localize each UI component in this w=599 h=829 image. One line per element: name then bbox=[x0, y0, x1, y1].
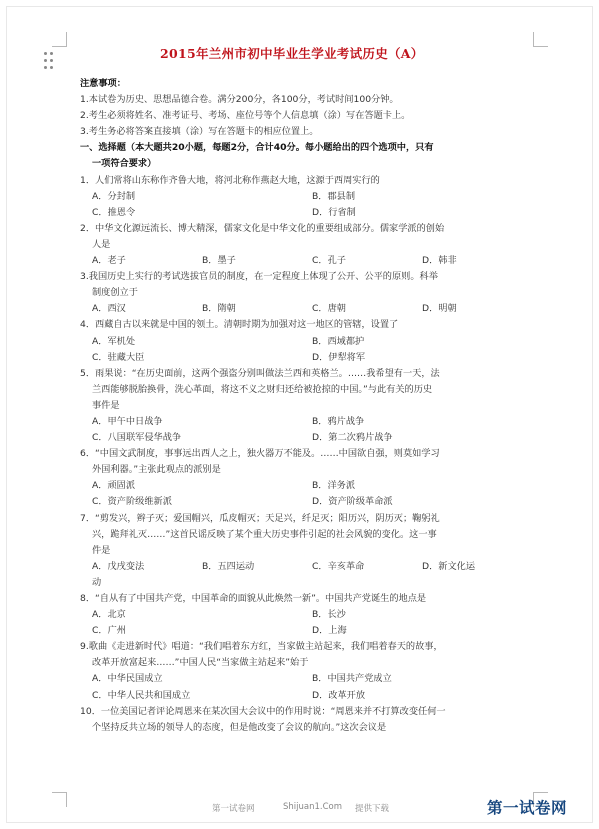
notice-item: 3.考生务必将答案直接填（涂）写在答题卡的相应位置上。 bbox=[80, 126, 319, 138]
answer-option: D．上海 bbox=[312, 625, 347, 637]
question-stem-cont: 人是 bbox=[92, 238, 111, 250]
question-stem-cont: 件是 bbox=[92, 544, 111, 556]
answer-option: B．墨子 bbox=[202, 255, 236, 267]
drag-handle-icon[interactable] bbox=[44, 52, 56, 72]
question-stem-cont: 外国利器。”主张此观点的派别是 bbox=[92, 464, 221, 476]
answer-option: D．行省制 bbox=[312, 206, 356, 218]
answer-option: C．驻藏大臣 bbox=[92, 351, 145, 363]
answer-option: A．军机处 bbox=[92, 335, 136, 347]
options-row bbox=[80, 623, 532, 639]
answer-option: B．洋务派 bbox=[312, 480, 356, 492]
notice-item: 1.本试卷为历史、思想品德合卷。满分200分，各100分，考试时间100分钟。 bbox=[80, 94, 399, 106]
answer-option: C．唐朝 bbox=[312, 303, 346, 315]
question-stem-cont: 制度创立于 bbox=[92, 287, 138, 299]
footer-site-name: 第一试卷网 bbox=[212, 804, 255, 814]
question-stem: 9.歌曲《走进新时代》唱道：“我们唱着东方红，当家做主站起来，我们唱着春天的故事， bbox=[80, 641, 443, 653]
question-stem: 7．“剪发兴，辫子灭；爱国帽兴，瓜皮帽灭；天足兴，纤足灭；阳历兴，阴历灭；鞠躬礼 bbox=[80, 512, 440, 524]
answer-option: B．隋朝 bbox=[202, 303, 236, 315]
footer-site-domain: Shijuan1.Com bbox=[283, 802, 343, 812]
question-stem: 6．“中国文武制度，事事远出西人之上，独火器万不能及。……中国欲自强，则莫如学习 bbox=[80, 448, 440, 460]
question-stem: 1．人们常将山东称作齐鲁大地，将河北称作燕赵大地，这源于西周实行的 bbox=[80, 174, 380, 186]
answer-option: A．中华民国成立 bbox=[92, 673, 163, 685]
question-stem: 8．“自从有了中国共产党，中国革命的面貌从此焕然一新”。中国共产党诞生的地点是 bbox=[80, 593, 427, 604]
question-stem-cont: 兴，跪拜礼灭……”这首民谣反映了某个重大历史事件引起的社会风貌的变化。这一事 bbox=[92, 528, 437, 540]
answer-option: B．鸦片战争 bbox=[312, 415, 365, 427]
question-stem-cont: 个坚持反共立场的领导人的态度，但是他改变了会议的航向。”这次会议是 bbox=[92, 721, 387, 733]
answer-option: D．资产阶级革命派 bbox=[312, 496, 393, 508]
question-stem-cont: 改革开放富起来……”中国人民“当家做主站起来”始于 bbox=[92, 657, 309, 669]
options-row bbox=[80, 350, 532, 366]
answer-option: C．资产阶级维新派 bbox=[92, 496, 172, 508]
options-row bbox=[80, 205, 532, 221]
options-row bbox=[80, 607, 532, 623]
options-row bbox=[80, 189, 532, 205]
answer-option: A．西汉 bbox=[92, 303, 126, 315]
answer-option: D．新文化运 bbox=[422, 560, 476, 572]
section-heading-cont: 一项符合要求） bbox=[92, 158, 157, 170]
answer-option: B．长沙 bbox=[312, 609, 346, 621]
answer-option: C．广州 bbox=[92, 625, 126, 637]
options-row bbox=[80, 688, 532, 704]
question-stem: 4．西藏自古以来就是中国的领土。清朝时期为加强对这一地区的管辖，设置了 bbox=[80, 319, 399, 331]
document-body bbox=[80, 76, 532, 736]
answer-option: C．辛亥革命 bbox=[312, 560, 365, 572]
answer-option: C．中华人民共和国成立 bbox=[92, 689, 191, 701]
answer-option: C．推恩令 bbox=[92, 206, 136, 218]
question-stem: 5．雨果说：“在历史面前，这两个强盗分别叫做法兰西和英格兰。……我希望有一天，法 bbox=[80, 367, 440, 379]
answer-option: D．韩非 bbox=[422, 255, 457, 267]
answer-option: A．甲午中日战争 bbox=[92, 415, 163, 427]
answer-option: C．孔子 bbox=[312, 255, 346, 267]
options-row bbox=[80, 430, 532, 446]
answer-option: A．老子 bbox=[92, 255, 126, 267]
options-row bbox=[80, 671, 532, 687]
answer-option: D．明朝 bbox=[422, 303, 457, 315]
notice-heading: 注意事项： bbox=[80, 78, 126, 89]
options-row bbox=[80, 494, 532, 510]
section-heading: 一、选择题（本大题共20小题，每题2分，合计40分。每小题给出的四个选项中，只有 bbox=[80, 142, 434, 154]
answer-option: D．第二次鸦片战争 bbox=[312, 432, 393, 444]
question-stem: 3.我国历史上实行的考试选拔官员的制度，在一定程度上体现了公开、公平的原则。科举 bbox=[80, 271, 438, 283]
answer-option: A．分封制 bbox=[92, 190, 136, 202]
question-stem-cont: 兰西能够脱胎换骨，洗心革面，将这不义之财归还给被抢掠的中国。”与此有关的历史 bbox=[92, 383, 433, 395]
answer-option: D．改革开放 bbox=[312, 689, 366, 701]
answer-option: B．西域都护 bbox=[312, 335, 365, 347]
answer-option: B．郡县制 bbox=[312, 190, 356, 202]
margin-corner-mark bbox=[52, 792, 67, 807]
watermark-logo: 第一试卷网 bbox=[487, 798, 568, 817]
answer-option: B．五四运动 bbox=[202, 560, 255, 572]
answer-option: B．中国共产党成立 bbox=[312, 673, 392, 685]
answer-option-cont: 动 bbox=[92, 576, 102, 588]
answer-option: A．顽固派 bbox=[92, 480, 136, 492]
notice-item: 2.考生必须将姓名、准考证号、考场、座位号等个人信息填（涂）写在答题卡上。 bbox=[80, 110, 411, 122]
page-title: 2015年兰州市初中毕业生学业考试历史（A） bbox=[160, 46, 424, 61]
question-list bbox=[80, 173, 532, 736]
options-row bbox=[80, 559, 532, 575]
question-stem: 2．中华文化源远流长、博大精深，儒家文化是中华文化的重要组成部分。儒家学派的创始 bbox=[80, 222, 445, 234]
answer-option: D．伊犁将军 bbox=[312, 351, 366, 363]
margin-corner-mark bbox=[533, 32, 548, 47]
options-row bbox=[80, 334, 532, 350]
question-stem-cont: 事件是 bbox=[92, 399, 120, 411]
options-row bbox=[80, 478, 532, 494]
options-row bbox=[80, 414, 532, 430]
question-stem: 10．一位美国记者评论周恩来在某次国大会议中的作用时说：“周恩来并不打算改变任何一 bbox=[80, 705, 446, 717]
footer-provide-text: 提供下载 bbox=[355, 804, 390, 814]
margin-corner-mark bbox=[52, 32, 67, 47]
options-row bbox=[80, 253, 532, 269]
answer-option: A．戊戌变法 bbox=[92, 560, 145, 572]
answer-option: C．八国联军侵华战争 bbox=[92, 432, 182, 444]
options-row bbox=[80, 301, 532, 317]
answer-option: A．北京 bbox=[92, 609, 126, 621]
